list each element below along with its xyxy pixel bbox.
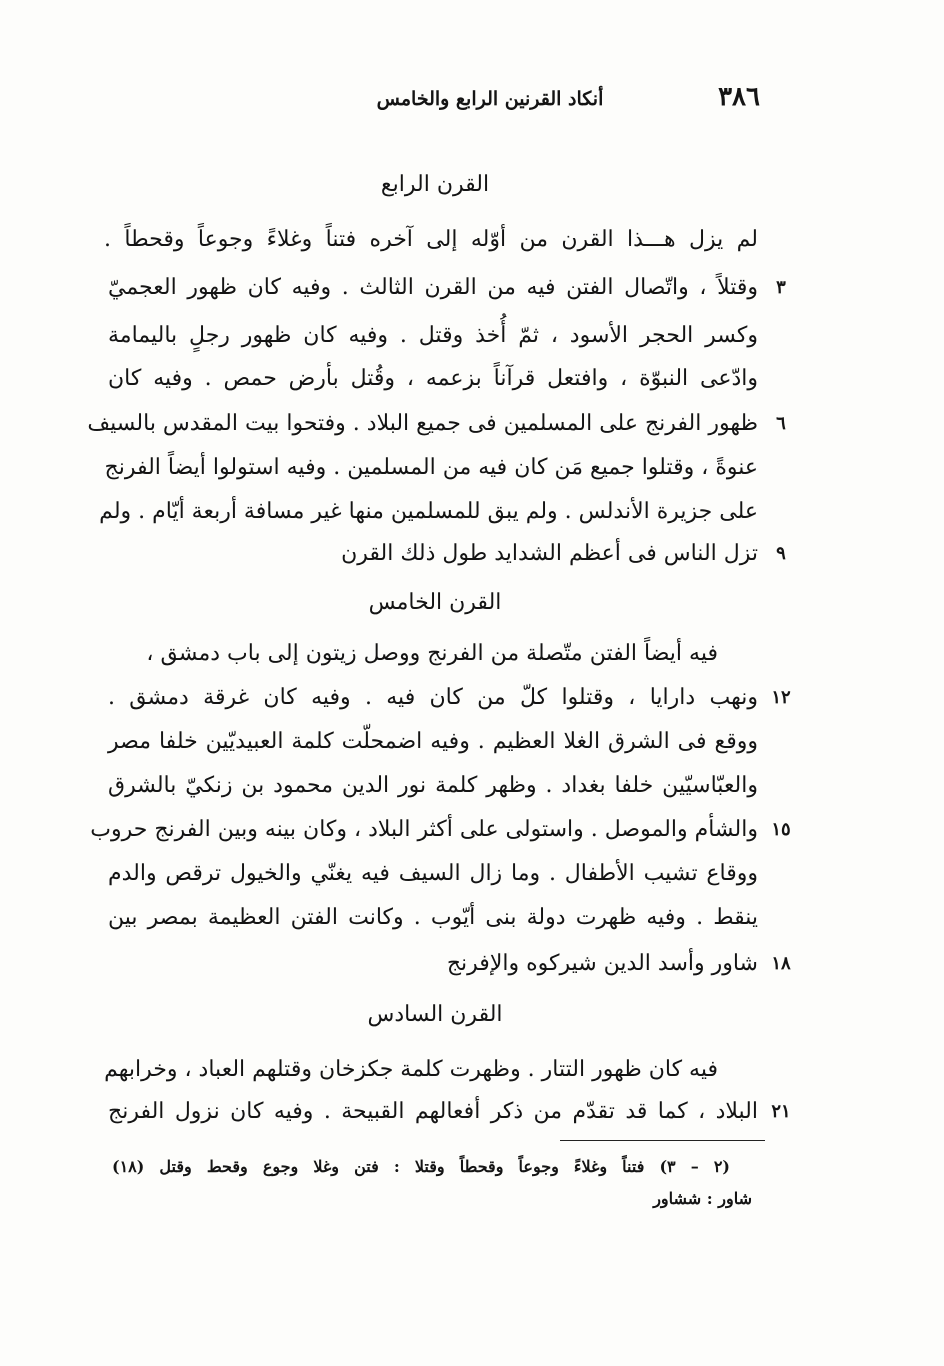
text-line: والعبّاسيّين خلفا بغداد . وظهر كلمة نور الدين محمود بن زنكيّ بالشرق (108, 773, 758, 798)
section-title-fifth-century: القرن الخامس (368, 590, 502, 615)
line-number: ٩ (776, 543, 786, 564)
line-number: ٢١ (771, 1101, 791, 1122)
text-line: شاور وأسد الدين شيركوه والإفرنج (446, 951, 758, 976)
line-number: ١٢ (771, 687, 791, 708)
text-line: تزل الناس فى أعظم الشدايد طول ذلك القرن (341, 541, 758, 566)
footnote-divider (560, 1140, 765, 1141)
page-header (320, 82, 760, 122)
footnote: شاور : ششاور (653, 1189, 752, 1208)
text-line: ووقع فى الشرق الغلا العظيم . وفيه اضمحلّت كلمة العبيديّين خلفا مصر (108, 729, 758, 754)
text-line: ظهور الفرنج على المسلمين فى جميع البلاد . وفتحوا بيت المقدس بالسيف (87, 411, 758, 436)
text-line: ونهب دارايا ، وقتلوا كلّ من كان فيه . وفيه كان غرقة دمشق . (108, 685, 758, 710)
text-line: على جزيرة الأندلس . ولم يبق للمسلمين منها غير مسافة أربعة أيّام . ولم (99, 499, 758, 524)
text-line: لم يزل هـــذا القرن من أوّله إلى آخره فتناً وغلاءً وجوعاً وقحطاً . (104, 227, 758, 252)
text-line: فيه كان ظهور التتار . وظهرت كلمة جكزخان وقتلهم العباد ، وخرابهم (104, 1057, 718, 1082)
text-line: ووقاع تشيب الأطفال . وما زال السيف فيه يغنّي والخيول ترقص والدم (108, 861, 758, 886)
line-number: ٣ (776, 277, 786, 298)
line-number: ١٨ (771, 953, 791, 974)
text-line: ينقط . وفيه ظهرت دولة بنى أيّوب . وكانت الفتن العظيمة بمصر بين (108, 905, 758, 930)
text-line: وقتلاً ، واتّصال الفتن فيه من القرن الثالث . وفيه كان ظهور العجميّ (108, 275, 758, 300)
page-number: ٣٨٦ (718, 82, 760, 112)
text-line: البلاد ، كما قد تقدّم من ذكر أفعالهم القبيحة . وفيه كان نزول الفرنج (108, 1099, 758, 1124)
text-line: وكسر الحجر الأسود ، ثمّ أُخذ وقتل . وفيه كان ظهور رجلٍ باليمامة (108, 323, 758, 348)
line-number: ٦ (776, 413, 786, 434)
section-title-sixth-century: القرن السادس (367, 1002, 503, 1027)
text-line: عنوةً ، وقتلوا جميع مَن كان فيه من المسلمين . وفيه استولوا أيضاً الفرنج (104, 455, 758, 480)
section-title-fourth-century: القرن الرابع (380, 172, 490, 197)
text-line: فيه أيضاً الفتن متّصلة من الفرنج ووصل زيتون إلى باب دمشق ، (146, 641, 718, 666)
line-number: ١٥ (771, 819, 791, 840)
text-line: والشأم والموصل . واستولى على أكثر البلاد ، وكان بينه وبين الفرنج حروب (90, 817, 758, 842)
text-line: وادّعى النبوّة ، وافتعل قرآناً بزعمه ، وقُتل بأرض حمص . وفيه كان (108, 366, 758, 391)
footnote: (٢ – ٣) فتناً وغلاءً وجوعاً وقحطاً وقتلا : فتن وغلا وجوع وقحط وقتل (١٨) (112, 1157, 730, 1176)
running-title: أنكاد القرنين الرابع والخامس (376, 88, 604, 110)
